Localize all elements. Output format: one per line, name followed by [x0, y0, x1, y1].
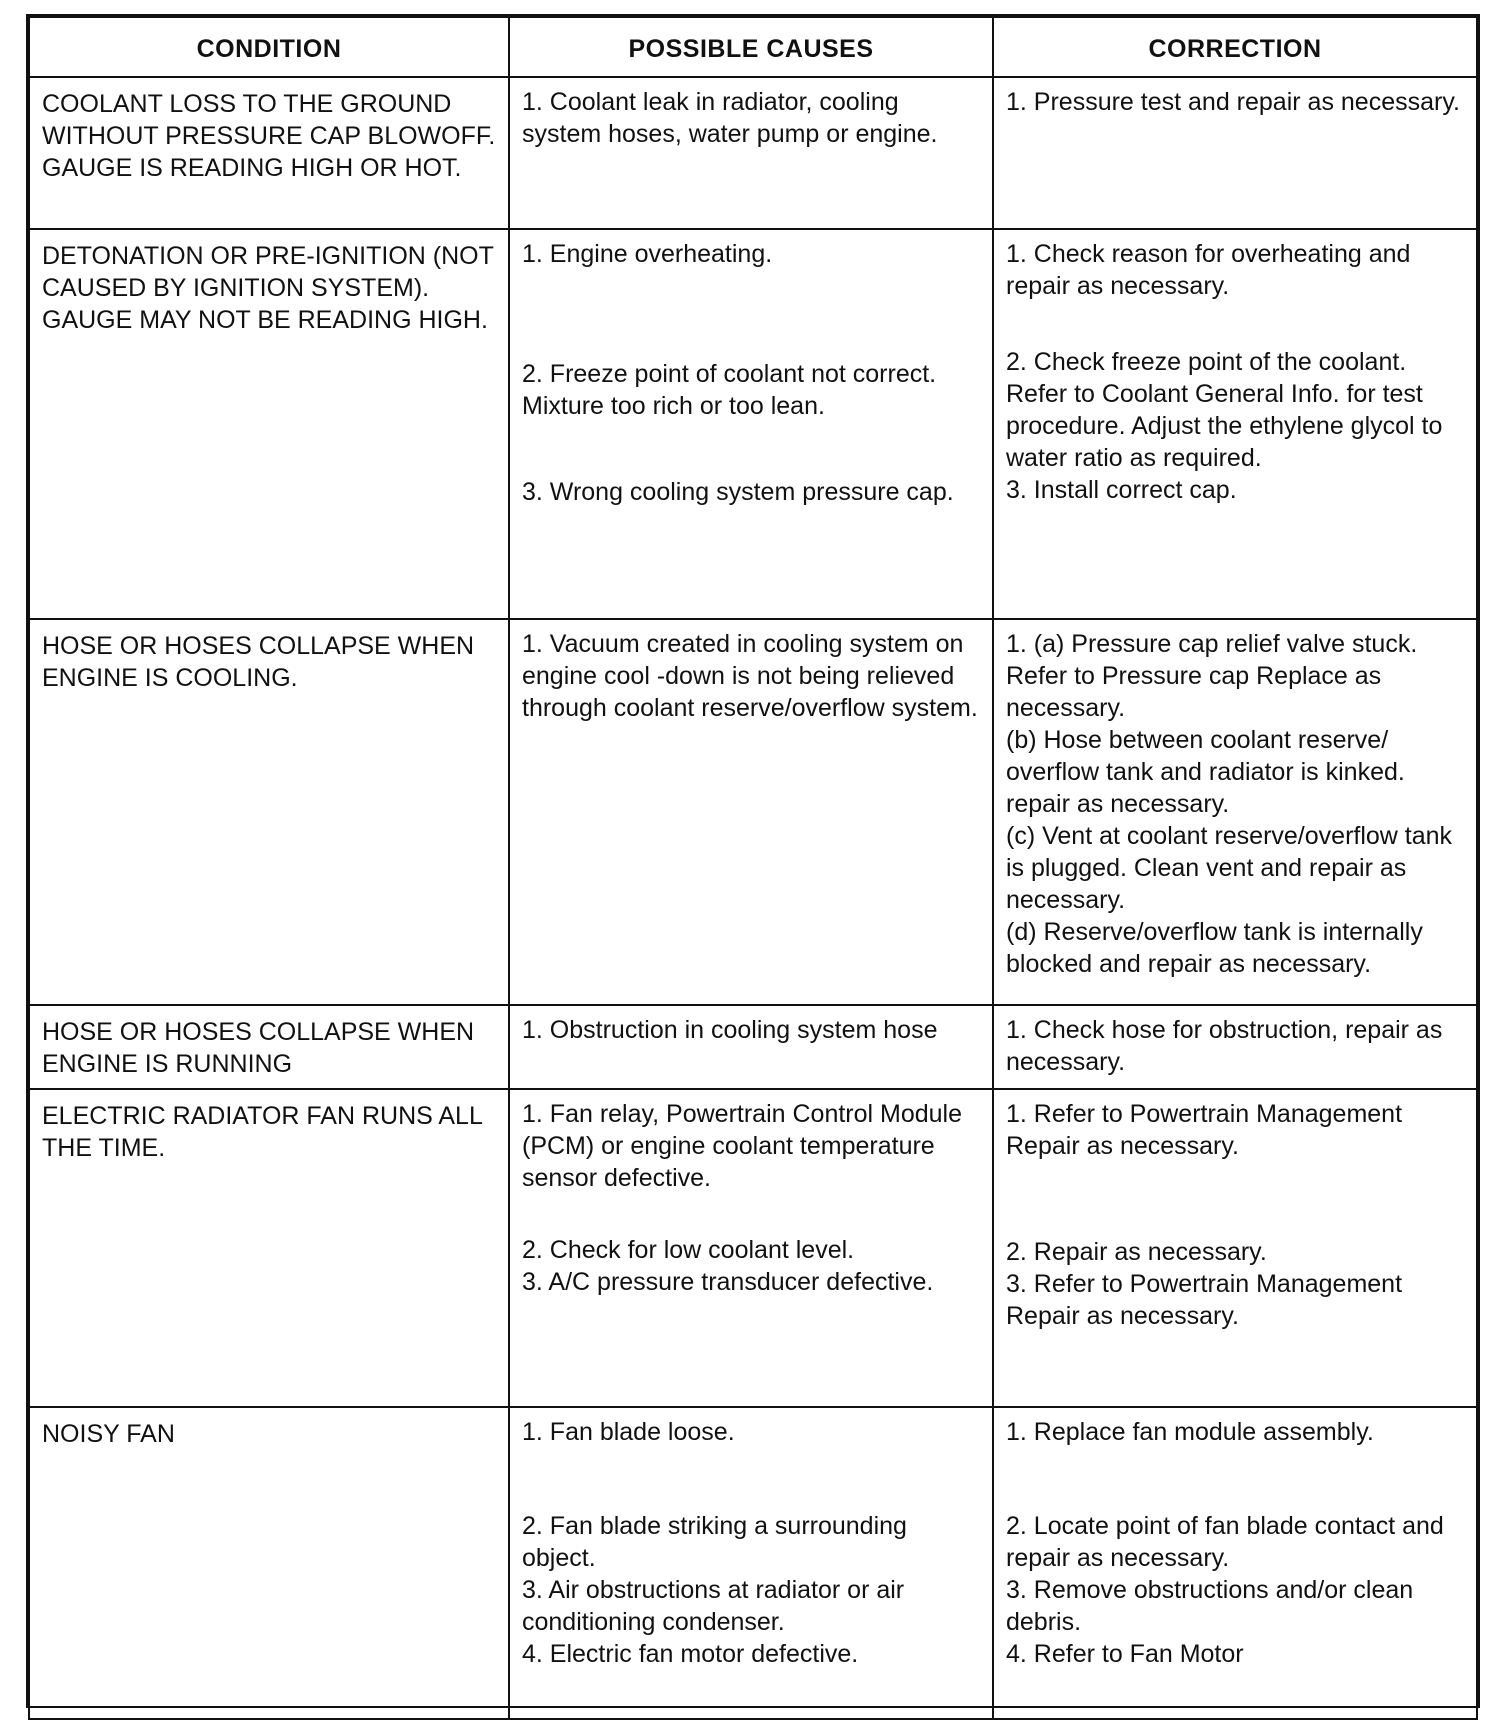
cause-item: 1. Vacuum created in cooling system on engine cool -down is not being relieved through coolant reserve/overflow system. — [522, 630, 978, 722]
correction-item: 1. (a) Pressure cap relief valve stuck. Refer to Pressure cap Replace as necessary. — [1006, 630, 1418, 722]
correction-item: 3. Refer to Powertrain Management Repair as necessary. — [1006, 1270, 1403, 1330]
causes-cell — [509, 1407, 993, 1719]
cause-item: 3. Air obstructions at radiator or air conditioning condenser. — [522, 1576, 905, 1636]
correction-item: (b) Hose between coolant reserve/ overflow tank and radiator is kinked. repair as necessary. — [1006, 726, 1405, 818]
correction-item: 1. Check reason for overheating and repair as necessary. — [1006, 240, 1411, 300]
correction-item: 1. Refer to Powertrain Management Repair as necessary. — [1006, 1100, 1403, 1160]
cause-item: 1. Obstruction in cooling system hose — [522, 1016, 938, 1044]
cause-item: 2. Check for low coolant level. — [522, 1236, 855, 1264]
correction-cell — [993, 1089, 1477, 1407]
header-condition: CONDITION — [29, 17, 509, 77]
correction-item: 1. Pressure test and repair as necessary. — [1006, 88, 1460, 116]
correction-item: 3. Install correct cap. — [1006, 476, 1237, 504]
table-row — [29, 77, 1477, 229]
correction-item: 1. Replace fan module assembly. — [1006, 1418, 1374, 1446]
correction-item: (d) Reserve/overflow tank is internally blocked and repair as necessary. — [1006, 918, 1423, 978]
cause-item: 2. Freeze point of coolant not correct. Mixture too rich or too lean. — [522, 360, 937, 420]
header-possible-causes: POSSIBLE CAUSES — [509, 17, 993, 77]
header-correction: CORRECTION — [993, 17, 1477, 77]
condition-cell: HOSE OR HOSES COLLAPSE WHEN ENGINE IS COOLING. — [29, 619, 509, 1005]
cause-item: 1. Fan relay, Powertrain Control Module (PCM) or engine coolant temperature sensor defective. — [522, 1100, 963, 1192]
causes-cell — [509, 619, 993, 1005]
correction-item: 1. Check hose for obstruction, repair as necessary. — [1006, 1016, 1443, 1076]
correction-item: 2. Repair as necessary. — [1006, 1238, 1267, 1266]
cause-item: 4. Electric fan motor defective. — [522, 1640, 859, 1668]
condition-cell: HOSE OR HOSES COLLAPSE WHEN ENGINE IS RUNNING — [29, 1005, 509, 1089]
correction-item: (c) Vent at coolant reserve/overflow tank is plugged. Clean vent and repair as necessary. — [1006, 822, 1453, 914]
table-row — [29, 1005, 1477, 1089]
causes-cell — [509, 77, 993, 229]
causes-cell — [509, 229, 993, 619]
cause-item: 2. Fan blade striking a surrounding object. — [522, 1512, 907, 1572]
condition-cell: COOLANT LOSS TO THE GROUND WITHOUT PRESSURE CAP BLOWOFF. GAUGE IS READING HIGH OR HOT. — [29, 77, 509, 229]
correction-cell — [993, 619, 1477, 1005]
cause-item: 1. Engine overheating. — [522, 240, 773, 268]
correction-item: 3. Remove obstructions and/or clean debris. — [1006, 1576, 1414, 1636]
cause-item: 3. A/C pressure transducer defective. — [522, 1268, 934, 1296]
correction-cell — [993, 229, 1477, 619]
cause-item: 3. Wrong cooling system pressure cap. — [522, 478, 954, 506]
condition-cell: DETONATION OR PRE-IGNITION (NOT CAUSED BY IGNITION SYSTEM). GAUGE MAY NOT BE READING HIGH. — [29, 229, 509, 619]
causes-cell — [509, 1005, 993, 1089]
table-row — [29, 229, 1477, 619]
troubleshooting-table-document — [26, 14, 1480, 1708]
table-row — [29, 1089, 1477, 1407]
condition-cell: ELECTRIC RADIATOR FAN RUNS ALL THE TIME. — [29, 1089, 509, 1407]
correction-cell — [993, 1005, 1477, 1089]
table-row — [29, 619, 1477, 1005]
cooling-diagnosis-table — [28, 16, 1478, 1720]
table-row — [29, 1407, 1477, 1719]
causes-cell — [509, 1089, 993, 1407]
condition-cell: NOISY FAN — [29, 1407, 509, 1719]
cause-item: 1. Coolant leak in radiator, cooling system hoses, water pump or engine. — [522, 88, 938, 148]
correction-item: 4. Refer to Fan Motor — [1006, 1640, 1244, 1668]
cause-item: 1. Fan blade loose. — [522, 1418, 735, 1446]
correction-cell — [993, 1407, 1477, 1719]
correction-item: 2. Locate point of fan blade contact and repair as necessary. — [1006, 1512, 1444, 1572]
header-row — [29, 17, 1477, 77]
correction-item: 2. Check freeze point of the coolant. Refer to Coolant General Info. for test procedure. Adjust the ethylene glycol to water ratio as required. — [1006, 348, 1443, 472]
correction-cell — [993, 77, 1477, 229]
